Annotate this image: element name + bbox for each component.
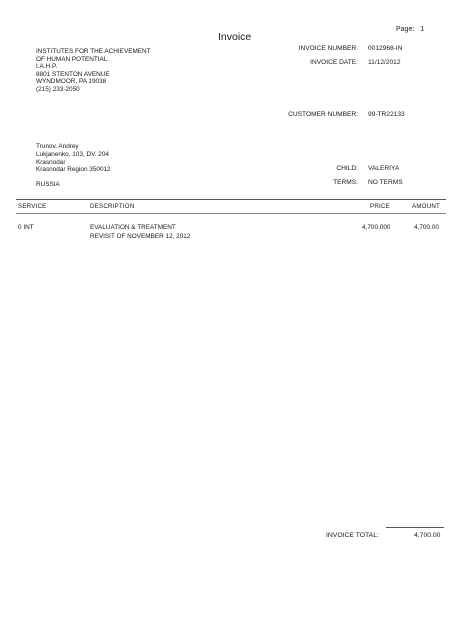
invoice-number-label: INVOICE NUMBER: xyxy=(298,45,358,52)
company-address-block xyxy=(36,48,151,94)
invoice-number-value: 0012968-IN xyxy=(368,45,403,52)
company-line: I.A.H.P. xyxy=(36,63,58,71)
total-rule xyxy=(386,527,444,528)
customer-country: RUSSIA xyxy=(36,181,60,188)
customer-number-value: 99-TR22133 xyxy=(368,111,405,118)
column-header-amount: AMOUNT xyxy=(412,203,441,210)
invoice-title: Invoice xyxy=(218,31,252,43)
customer-line: Krasnodar Region 350012 xyxy=(36,166,111,174)
column-header-description: DESCRIPTION xyxy=(90,203,135,210)
customer-number-label: CUSTOMER NUMBER: xyxy=(288,111,358,118)
invoice-total-value: 4,700.00 xyxy=(414,532,441,539)
company-line: WYNDMOOR, PA 19038 xyxy=(36,78,107,86)
row-amount: 4,700.00 xyxy=(414,224,439,231)
row-description-line1: EVALUATION & TREATMENT xyxy=(90,224,176,231)
company-line: OF HUMAN POTENTIAL xyxy=(36,55,108,63)
company-line: 8801 STENTON AVENUE xyxy=(36,70,110,78)
company-line: (215) 233-2050 xyxy=(36,85,80,93)
terms-value: NO TERMS xyxy=(368,179,403,186)
invoice-total-label: INVOICE TOTAL: xyxy=(326,532,379,539)
child-value: VALERIYA xyxy=(368,165,400,172)
page-indicator xyxy=(396,26,424,33)
page-label: Page: xyxy=(396,26,415,33)
row-description-line2: REVISIT OF NOVEMBER 12, 2012 xyxy=(90,233,191,240)
customer-line: Lukjanenko, 103, DV. 204 xyxy=(36,150,109,158)
table-header-rule xyxy=(16,213,446,214)
customer-address-block xyxy=(36,143,111,174)
customer-line: Trunov, Andrey xyxy=(36,143,79,150)
terms-label: TERMS: xyxy=(333,179,358,186)
row-service: 0 INT xyxy=(18,224,34,231)
page-number: 1 xyxy=(420,26,425,33)
table-top-rule xyxy=(16,199,446,200)
invoice-date-value: 11/12/2012 xyxy=(368,59,401,66)
column-header-price: PRICE xyxy=(370,203,390,210)
column-header-service: SERVICE xyxy=(18,203,47,210)
company-line: INSTITUTES FOR THE ACHIEVEMENT xyxy=(36,48,151,55)
customer-line: Krasnodar xyxy=(36,158,66,166)
invoice-date-label: INVOICE DATE: xyxy=(310,59,358,66)
row-price: 4,700.000 xyxy=(362,224,391,231)
child-label: CHILD: xyxy=(336,165,358,172)
